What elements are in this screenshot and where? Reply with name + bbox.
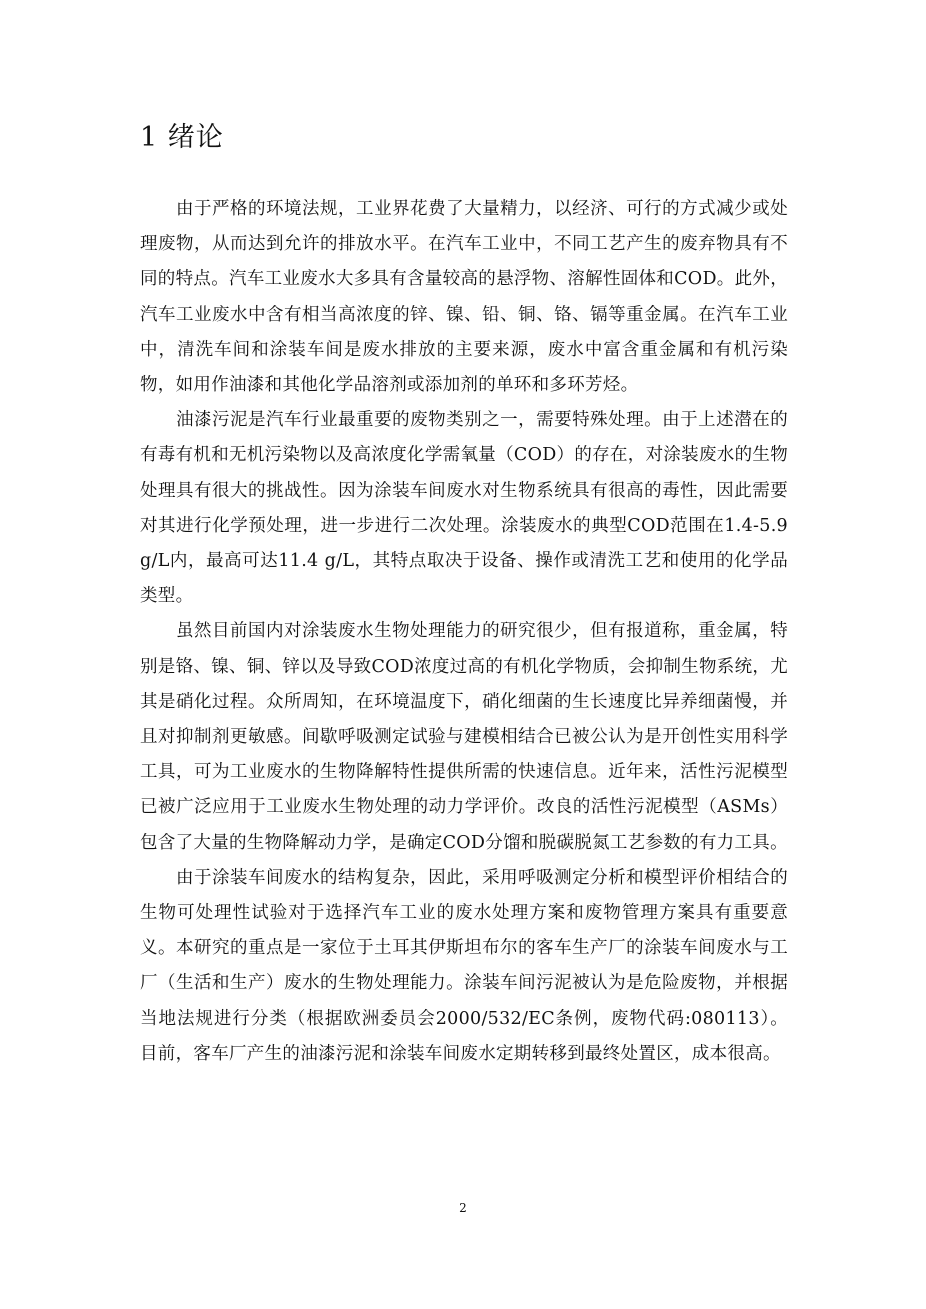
paragraph-2: 油漆污泥是汽车行业最重要的废物类别之一，需要特殊处理。由于上述潜在的有毒有机和无机污染物以及高浓度化学需氧量（COD）的存在，对涂装废水的生物处理具有很大的挑战性。因为涂装车间废水对生物系统具有很高的毒性，因此需要对其进行化学预处理，进一步进行二次处理。涂装废水的典型COD范围在1.4-5.9 g/L内，最高可达11.4 g/L，其特点取决于设备、操作或清洗工艺和使用的化学品类型。: [140, 410, 788, 607]
paragraph-4: 由于涂装车间废水的结构复杂，因此，采用呼吸测定分析和模型评价相结合的生物可处理性试验对于选择汽车工业的废水处理方案和废物管理方案具有重要意义。本研究的重点是一家位于土耳其伊斯坦布尔的客车生产厂的涂装车间废水与工厂（生活和生产）废水的生物处理能力。涂装车间污泥被认为是危险废物，并根据当地法规进行分类（根据欧洲委员会2000/532/EC条例，废物代码:080113）。目前，客车厂产生的油漆污泥和涂装车间废水定期转移到最终处置区，成本很高。: [140, 867, 788, 1064]
section-heading: 1 绪论: [140, 122, 224, 153]
page-number: 2: [459, 1201, 467, 1215]
paragraph-1: 由于严格的环境法规，工业界花费了大量精力，以经济、可行的方式减少或处理废物，从而达到允许的排放水平。在汽车工业中，不同工艺产生的废弃物具有不同的特点。汽车工业废水大多具有含量较高的悬浮物、溶解性固体和COD。此外，汽车工业废水中含有相当高浓度的锌、镍、铅、铜、铬、镉等重金属。在汽车工业中，清洗车间和涂装车间是废水排放的主要来源，废水中富含重金属和有机污染物，如用作油漆和其他化学品溶剂或添加剂的单环和多环芳烃。: [140, 199, 788, 396]
paragraph-3: 虽然目前国内对涂装废水生物处理能力的研究很少，但有报道称，重金属，特别是铬、镍、铜、锌以及导致COD浓度过高的有机化学物质，会抑制生物系统，尤其是硝化过程。众所周知，在环境温度下，硝化细菌的生长速度比异养细菌慢，并且对抑制剂更敏感。间歇呼吸测定试验与建模相结合已被公认为是开创性实用科学工具，可为工业废水的生物降解特性提供所需的快速信息。近年来，活性污泥模型已被广泛应用于工业废水生物处理的动力学评价。改良的活性污泥模型（ASMs）包含了大量的生物降解动力学，是确定COD分馏和脱碳脱氮工艺参数的有力工具。: [140, 621, 788, 853]
body-text: [140, 192, 788, 1072]
